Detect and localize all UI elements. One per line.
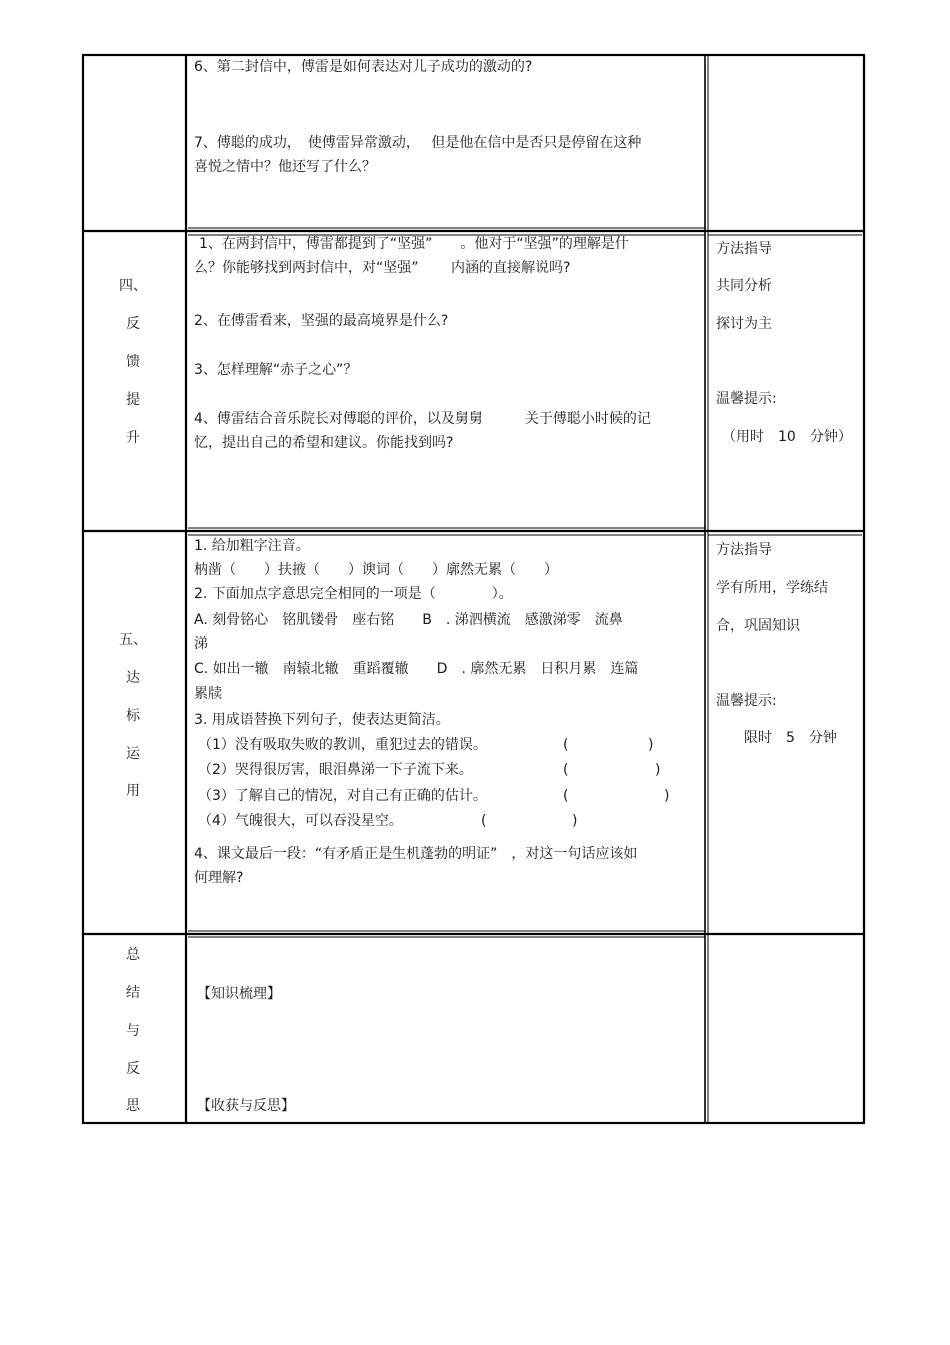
row-label-char: 标 <box>126 708 140 724</box>
method-text: 共同分析 <box>716 278 772 294</box>
row-label-char: 思 <box>126 1098 140 1114</box>
row-label-char: 反 <box>126 316 140 332</box>
question-3: 3、怎样理解“赤子之心”？ <box>194 362 358 378</box>
question-7-line2: 喜悦之情中？他还写了什么？ <box>194 159 376 175</box>
row-label-char: 馈 <box>126 354 140 370</box>
exercise-1-items: 枘凿（ ）扶掖（ ）谀词（ ）廓然无累（ ） <box>194 562 558 578</box>
exercise-3-sentence: （4）气魄很大，可以吞没星空。 <box>198 813 403 829</box>
row-label-char: 运 <box>126 746 140 762</box>
method-guide-label: 方法指导 <box>716 542 772 558</box>
row-label-char: 升 <box>126 430 140 446</box>
question-1-line1: 1、在两封信中，傅雷都提到了“坚强” 。他对于“坚强”的理解是什 <box>199 236 629 252</box>
row-label-char: 四、 <box>119 278 147 294</box>
method-text: 合，巩固知识 <box>716 618 800 634</box>
question-1-line2: 么？你能够找到两封信中，对“坚强” 内涵的直接解说吗? <box>194 260 571 276</box>
row-label-char: 结 <box>126 985 140 1001</box>
exercise-3-sentence: （1）没有吸取失败的教训，重犯过去的错误。 <box>198 737 487 753</box>
question-2: 2、在傅雷看来，坚强的最高境界是什么? <box>194 313 449 329</box>
exercise-2-option-ab-wrap: 涕 <box>194 636 208 652</box>
answer-paren-open: ( <box>481 813 487 829</box>
exercise-3-sentence: （3）了解自己的情况，对自己有正确的估计。 <box>198 788 487 804</box>
row-label-char: 用 <box>126 783 140 799</box>
question-4-line2: 忆，提出自己的希望和建议。你能找到吗? <box>194 435 454 451</box>
row-label-char: 五、 <box>119 632 147 648</box>
time-limit: 限时 5 分钟 <box>744 730 837 746</box>
answer-paren-open: ( <box>563 788 569 804</box>
reflection-heading: 【收获与反思】 <box>197 1098 295 1114</box>
exercise-3: 3. 用成语替换下列句子，使表达更简洁。 <box>194 712 450 728</box>
question-7-line1: 7、傅聪的成功， 使傅雷异常激动， 但是他在信中是否只是停留在这种 <box>194 135 642 151</box>
answer-paren-open: ( <box>563 737 569 753</box>
method-text: 探讨为主 <box>716 316 772 332</box>
row-label-char: 达 <box>126 670 140 686</box>
time-limit: （用时 10 分钟） <box>722 429 852 445</box>
method-text: 学有所用，学练结 <box>716 580 828 596</box>
exercise-2-option-ab: A. 刻骨铭心 铭肌镂骨 座右铭 B . 涕泗横流 感激涕零 流鼻 <box>194 612 623 628</box>
exercise-4-line1: 4、课文最后一段：“有矛盾正是生机蓬勃的明证” ，对这一句话应该如 <box>194 846 638 862</box>
exercise-2: 2. 下面加点字意思完全相同的一项是（ ）。 <box>194 586 513 602</box>
exercise-1: 1. 给加粗字注音。 <box>194 538 310 554</box>
knowledge-summary-heading: 【知识梳理】 <box>197 986 281 1002</box>
exercise-4-line2: 何理解? <box>194 870 244 886</box>
exercise-2-option-cd-wrap: 累牍 <box>194 686 222 702</box>
exercise-2-option-cd: C. 如出一辙 南辕北辙 重蹈覆辙 D . 廓然无累 日积月累 连篇 <box>194 661 639 677</box>
row-label-char: 反 <box>126 1061 140 1077</box>
answer-paren-close: ) <box>572 813 578 829</box>
row-label-char: 提 <box>126 392 140 408</box>
tip-label: 温馨提示: <box>716 391 777 407</box>
question-6: 6、第二封信中，傅雷是如何表达对儿子成功的激动的? <box>194 59 533 75</box>
exercise-3-sentence: （2）哭得很厉害，眼泪鼻涕一下子流下来。 <box>198 762 473 778</box>
answer-paren-close: ) <box>664 788 670 804</box>
answer-paren-close: ) <box>648 737 654 753</box>
row-label-char: 与 <box>126 1023 140 1039</box>
row-label-char: 总 <box>126 947 140 963</box>
method-guide-label: 方法指导 <box>716 241 772 257</box>
question-4-line1: 4、傅雷结合音乐院长对傅聪的评价，以及舅舅 关于傅聪小时候的记 <box>194 411 651 427</box>
answer-paren-open: ( <box>563 762 569 778</box>
tip-label: 温馨提示: <box>716 693 777 709</box>
answer-paren-close: ) <box>655 762 661 778</box>
